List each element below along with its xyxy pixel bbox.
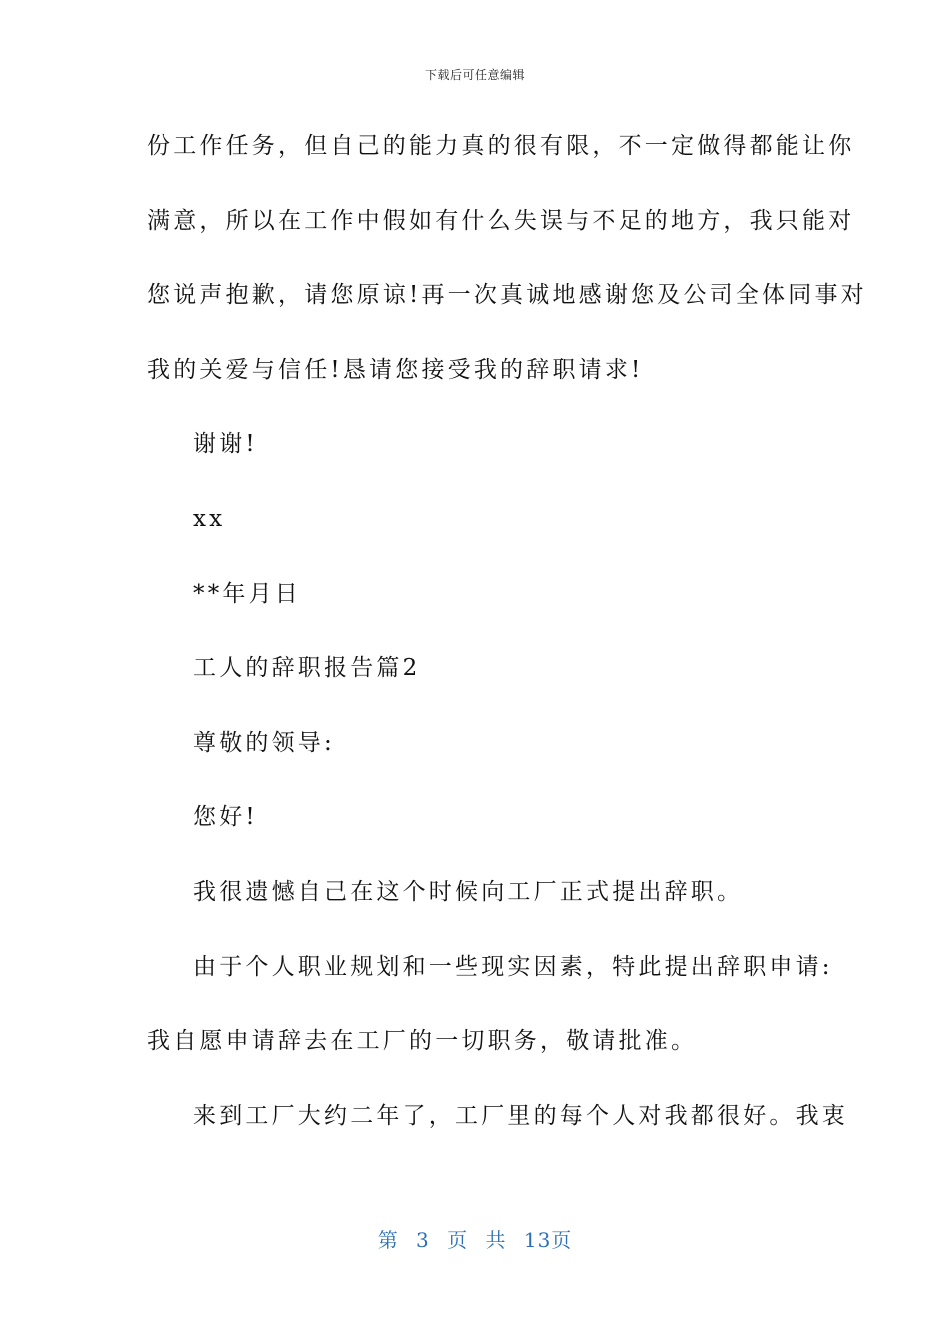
document-body [147, 126, 867, 1170]
paragraph-line: 由于个人职业规划和一些现实因素，特此提出辞职申请: [193, 953, 833, 980]
paragraph-line: 您说声抱歉，请您原谅!再一次真诚地感谢您及公司全体同事对 [147, 282, 867, 309]
paragraph-line: 来到工厂大约二年了，工厂里的每个人对我都很好。我衷 [193, 1102, 848, 1129]
signature-date: **年月日 [193, 580, 301, 607]
paragraph-line: 我很遗憾自己在这个时候向工厂正式提出辞职。 [193, 878, 744, 905]
footer-current-page: 3 [416, 1228, 430, 1252]
closing-thanks: 谢谢! [193, 431, 258, 458]
paragraph-line: 份工作任务，但自己的能力真的很有限，不一定做得都能让你 [147, 133, 855, 159]
footer-total-pages: 13页 [523, 1228, 573, 1252]
page-footer [0, 1224, 950, 1253]
footer-page-suffix: 页 [447, 1228, 469, 1252]
greeting: 您好! [193, 804, 258, 831]
salutation: 尊敬的领导: [193, 729, 335, 756]
footer-page-prefix: 第 [377, 1228, 399, 1252]
section-title: 工人的辞职报告篇2 [193, 655, 421, 682]
paragraph-line: 我自愿申请辞去在工厂的一切职务，敬请批准。 [147, 1028, 698, 1055]
page-header: 下载后可任意编辑 [424, 68, 525, 82]
paragraph-line: 我的关爱与信任!恳请您接受我的辞职请求! [147, 356, 644, 383]
footer-total-prefix: 共 [485, 1228, 507, 1252]
paragraph-line: 满意，所以在工作中假如有什么失误与不足的地方，我只能对 [147, 207, 855, 234]
signature-name: xx [193, 505, 226, 532]
